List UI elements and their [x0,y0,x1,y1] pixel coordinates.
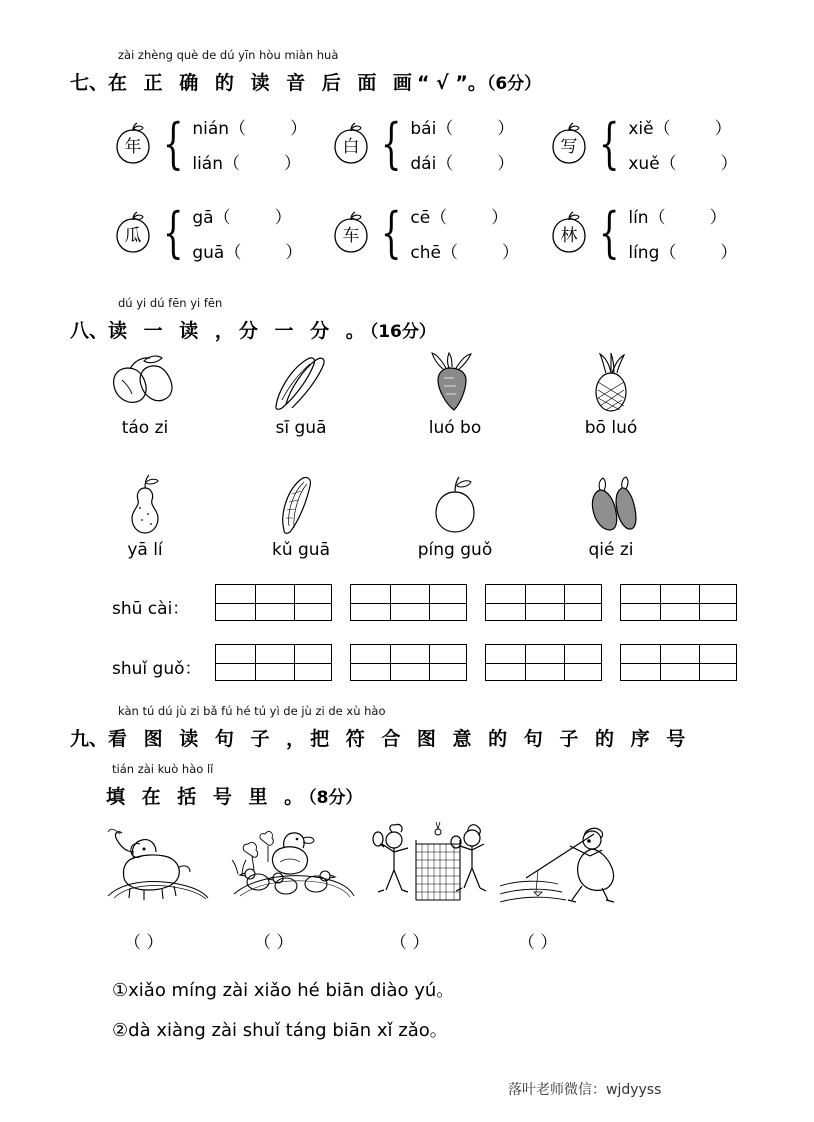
q7-option-1b-close: ） [284,154,301,174]
q7-option-2b-close: ） [497,154,515,174]
q7-option-4b-close: ） [285,243,303,263]
q7-title-line [70,68,541,95]
q8-picture-6 [246,474,356,560]
q7-option-1b[interactable] [192,149,307,174]
q7-option-2b[interactable] [410,149,514,174]
q8-number: 八、 [70,320,109,342]
q8-picture-2-label: sī guā [275,418,327,438]
q7-options-6[interactable] [628,203,737,263]
q7-item-6[interactable] [548,203,737,263]
apple-icon [112,211,154,255]
q8-title: 读 一 读 ，分 一 分 。 [108,320,370,342]
brace-icon: { [598,112,620,175]
brace-icon: { [162,112,184,175]
q9-title-1: 看 图 读 句 子 ，把 符 合 图 意 的 句 子 的 序 号 [108,728,691,750]
q7-option-3b-close: ） [720,154,738,174]
q7-option-3a-text: xiě（ [628,119,671,139]
q7-option-4b[interactable] [192,238,302,263]
q7-option-4a[interactable] [192,203,302,228]
q7-score: （6分） [486,74,542,94]
apple-icon [112,122,154,166]
q7-option-5a-close: ） [491,208,509,228]
ducks-pond-scene [230,818,356,904]
q8-picture-4 [556,352,666,438]
brace-icon: { [380,201,402,264]
apple-icon [410,474,500,536]
q7-options-1[interactable] [192,114,307,174]
q7-option-2a-close: ） [497,119,515,139]
q8-picture-3 [400,352,510,438]
children-badminton-scene [368,814,490,906]
q8-picture-2 [246,352,356,438]
q7-option-3a-close: ） [714,119,732,139]
answer-slot-4[interactable]: （ ） [518,933,558,953]
q7-option-6b-text: líng（ [628,243,677,263]
brace-icon: { [380,112,402,175]
answer-slot-1[interactable]: （ ） [124,933,164,953]
luffa-icon [256,352,346,414]
q7-option-6a-text: lín（ [628,208,666,228]
q7-number: 七、 [70,72,109,94]
q7-option-4a-close: ） [274,208,292,228]
answer-box[interactable] [215,644,332,681]
q7-char-2: 白 [342,136,360,157]
q7-item-5[interactable] [330,203,519,263]
q7-mark: “ √ ”。 [416,72,487,94]
q7-option-1a-text: nián（ [192,119,247,139]
scene-2 [230,818,356,904]
q7-option-1a[interactable] [192,114,307,139]
bittermelon-icon [256,474,346,536]
q8-picture-5 [90,474,200,560]
answer-slot-2[interactable]: （ ） [254,933,294,953]
q9-title-2: 填 在 括 号 里 。 [106,786,309,808]
q7-option-4a-text: gā（ [192,208,231,228]
answer-box[interactable] [485,584,602,621]
pineapple-icon [566,352,656,414]
q7-option-6a[interactable] [628,203,737,228]
q7-char-6: 林 [560,225,578,246]
q7-title: 在 正 确 的 读 音 后 面 画 [108,72,417,94]
scene-1 [104,822,212,904]
q7-option-5b-close: ） [501,243,519,263]
radish-icon [410,352,500,414]
brace-icon: { [162,201,184,264]
pear-icon [100,474,190,536]
q8-picture-3-label: luó bo [428,418,482,438]
q8-picture-7-label: píng guǒ [417,540,493,560]
q8-picture-8 [556,474,666,560]
answer-box[interactable] [620,584,737,621]
answer-box[interactable] [620,644,737,681]
apple-icon [330,211,372,255]
apple-icon [330,122,372,166]
q7-option-5a[interactable] [410,203,519,228]
q7-options-3[interactable] [628,114,737,174]
q7-option-1b-text: lián（ [192,154,240,174]
q7-option-2a[interactable] [410,114,514,139]
q7-char-3: 写 [560,136,578,157]
q9-sentence-1: ①xiǎo míng zài xiǎo hé biān diào yú。 [112,980,455,1001]
q7-option-1a-close: ） [290,119,308,139]
peach-icon [100,352,190,414]
q8-picture-1-label: táo zi [121,418,169,438]
apple-icon [548,122,590,166]
q7-item-2[interactable] [330,114,514,174]
q7-option-5b-text: chē（ [410,243,458,263]
q7-option-4b-text: guā（ [192,243,242,263]
elephant-bath-scene [104,822,212,904]
q7-option-6a-close: ） [709,208,727,228]
q7-char-5: 车 [342,225,360,246]
q7-option-6b[interactable] [628,238,737,263]
q8-pinyin-line: dú yi dú fēn yi fēn [118,296,223,310]
q7-option-5a-text: cē（ [410,208,448,228]
scene-3 [368,814,490,906]
eggplant-icon [566,474,656,536]
scene-4 [498,816,624,906]
q7-options-2[interactable] [410,114,514,174]
q7-option-3b[interactable] [628,149,737,174]
q7-options-5[interactable] [410,203,519,263]
q7-pinyin-line: zài zhèng què de dú yīn hòu miàn huà [118,48,339,62]
q7-item-3[interactable] [548,114,738,174]
q7-item-4[interactable] [112,203,302,263]
answer-box[interactable] [215,584,332,621]
q8-picture-5-label: yā lí [127,540,163,560]
q9-pinyin-line-2: tián zài kuò hào lǐ [112,762,214,776]
q7-char-1: 年 [124,136,142,157]
q8-picture-4-label: bō luó [584,418,638,438]
q8-picture-1 [90,352,200,438]
apple-icon [548,211,590,255]
answer-slot-3[interactable]: （ ） [390,933,430,953]
q9-title-line-1 [70,724,690,751]
q8-answer-row-2-label: shuǐ guǒ： [112,659,202,679]
q7-char-4: 瓜 [124,225,142,246]
q7-option-5b[interactable] [410,238,519,263]
q7-option-3a[interactable] [628,114,737,139]
q8-score: （16分） [369,322,436,342]
q7-option-3b-text: xuě（ [628,154,677,174]
q9-number: 九、 [70,728,109,750]
q7-option-6b-close: ） [720,243,738,263]
q9-score: （8分） [308,788,363,808]
answer-box[interactable] [350,644,467,681]
q8-title-line [70,316,436,343]
boy-fishing-scene [498,816,624,906]
q9-title-line-2 [106,782,362,809]
q7-option-2a-text: bái（ [410,119,454,139]
q8-answer-row-1-label: shū cài： [112,599,190,619]
q7-item-1[interactable] [112,114,307,174]
q9-sentence-2: ②dà xiàng zài shuǐ táng biān xǐ zǎo。 [112,1020,448,1041]
answer-box[interactable] [350,584,467,621]
q8-picture-8-label: qié zi [588,540,634,560]
q7-options-4[interactable] [192,203,302,263]
q8-picture-7 [400,474,510,560]
q9-pinyin-line-1: kàn tú dú jù zi bǎ fú hé tú yì de jù zi de xù hào [118,704,386,718]
q7-option-2b-text: dái（ [410,154,454,174]
brace-icon: { [598,201,620,264]
answer-box[interactable] [485,644,602,681]
footer-watermark: 落叶老师微信：wjdyyss [508,1082,662,1098]
q8-picture-6-label: kǔ guā [271,540,330,560]
